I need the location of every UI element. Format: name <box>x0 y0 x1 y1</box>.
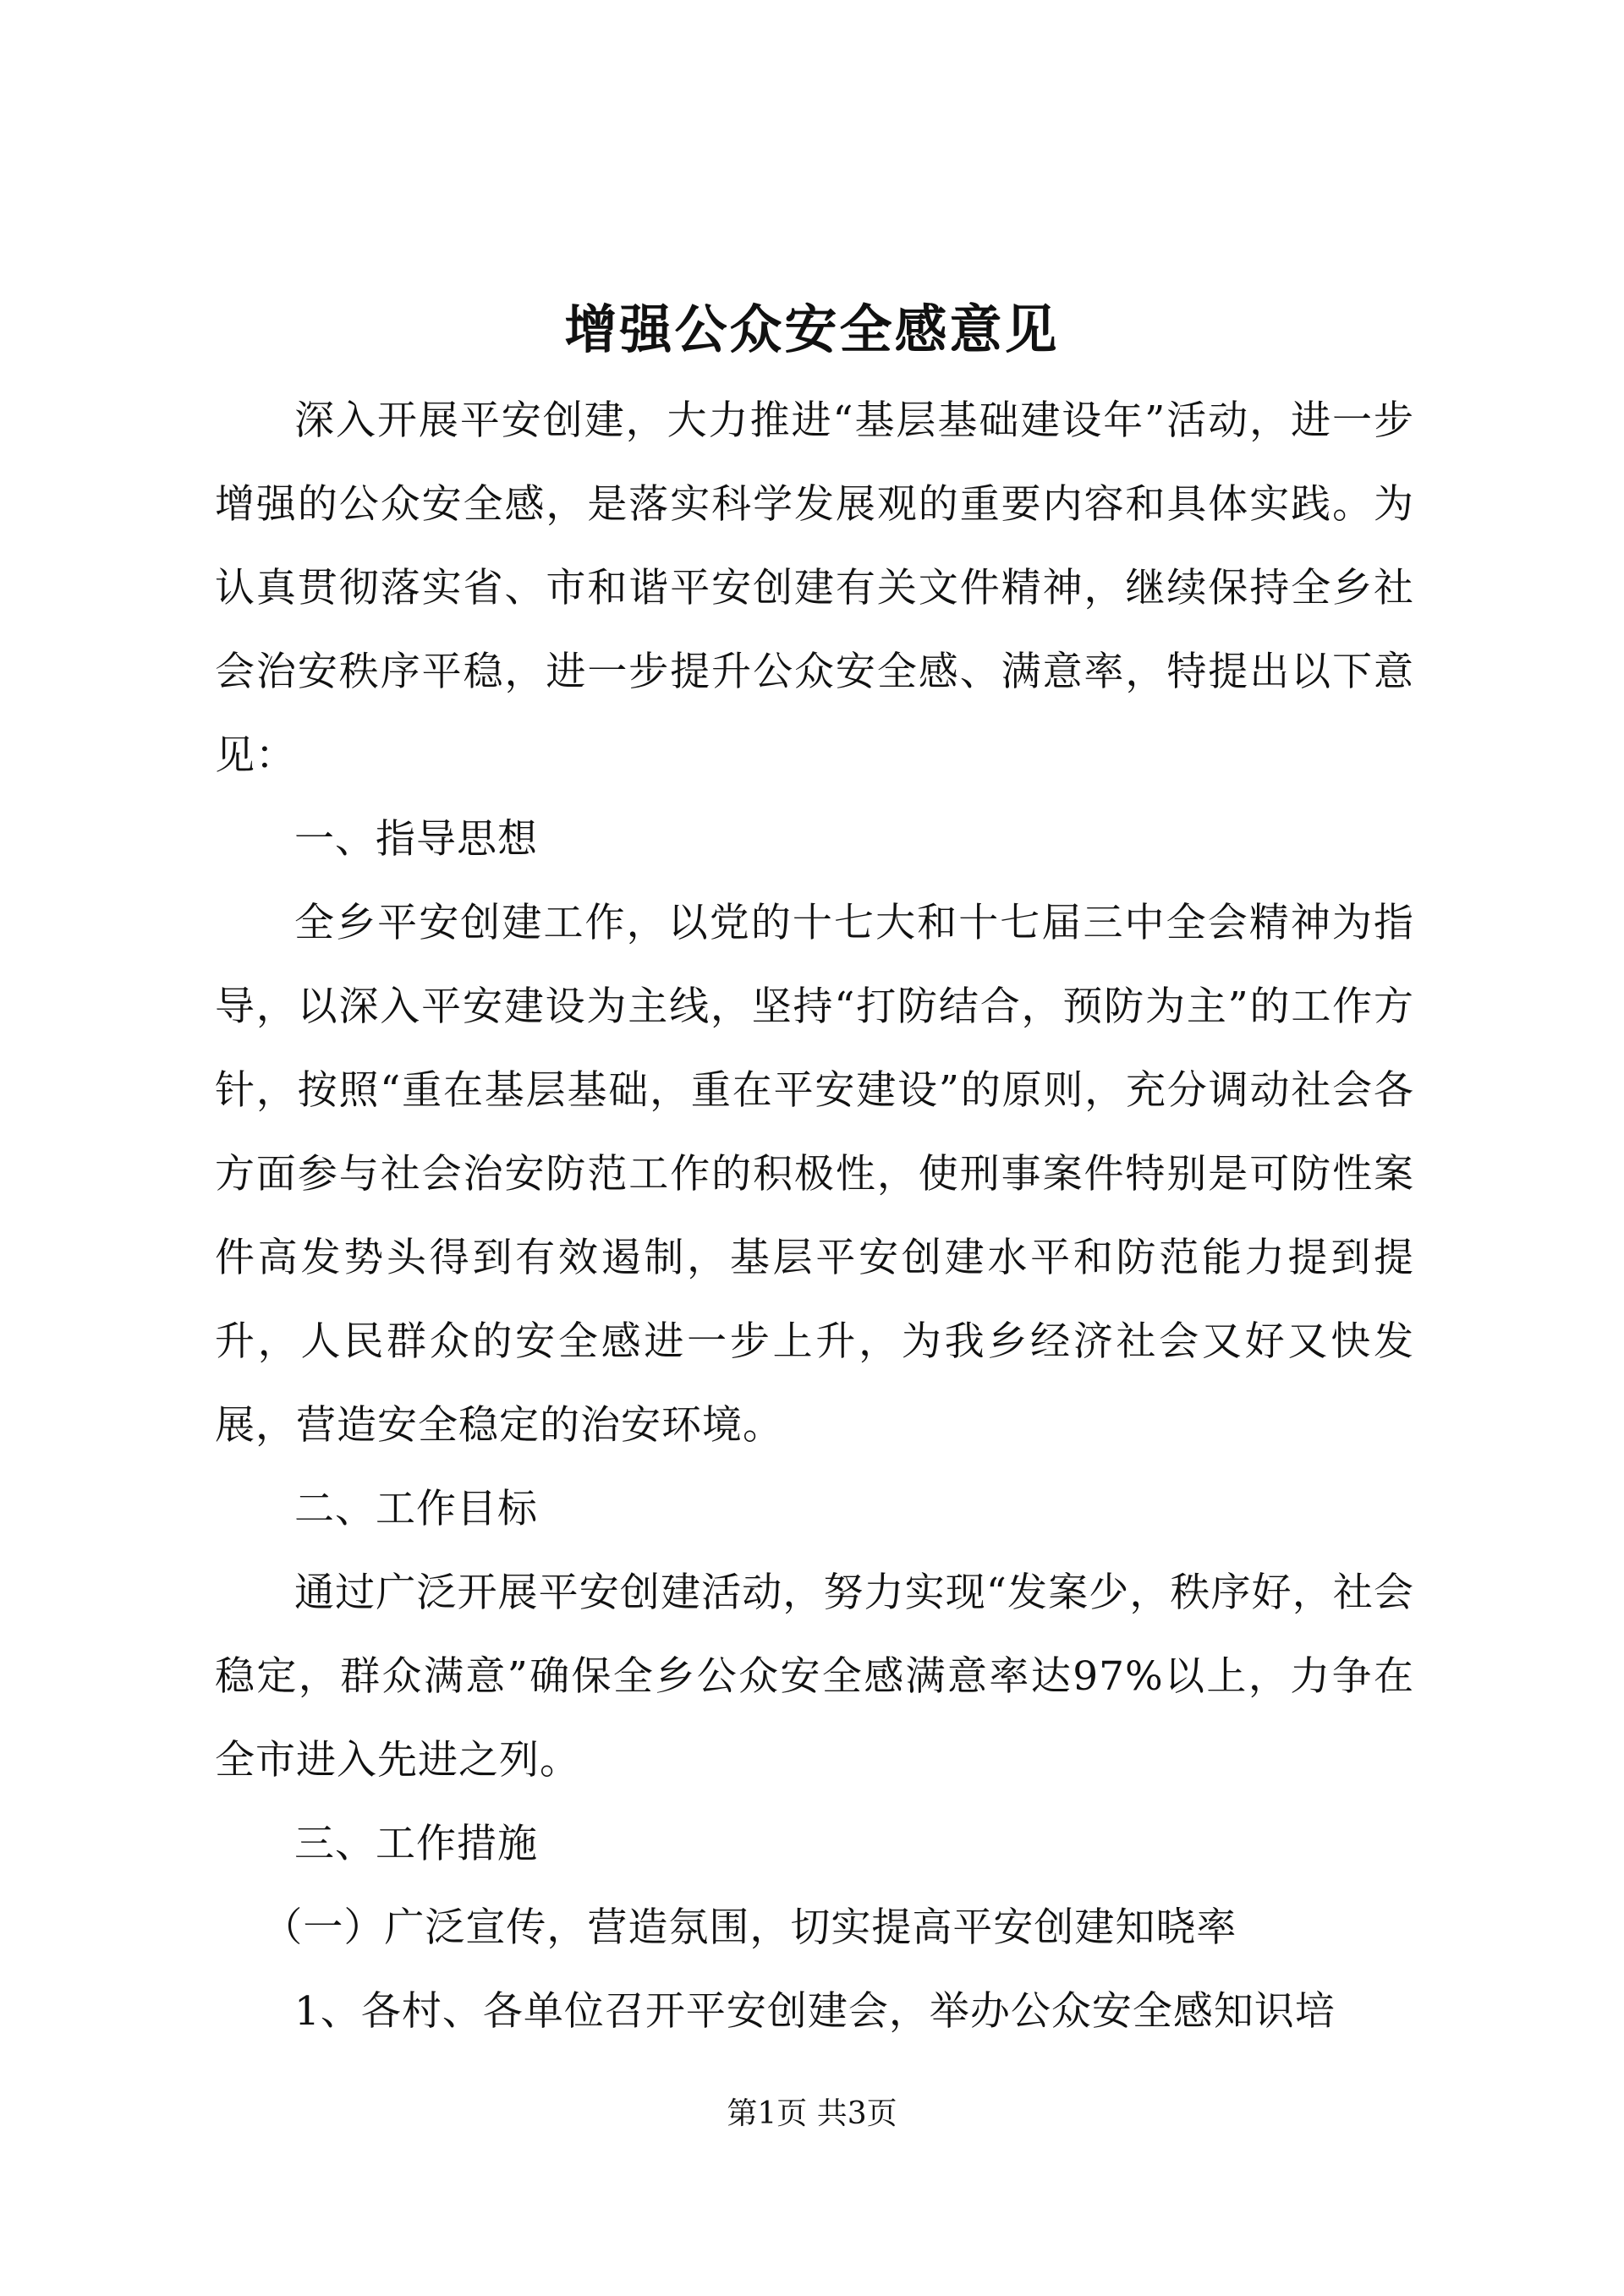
section-heading-work-goals: 二、工作目标 <box>294 1486 538 1532</box>
section-heading-work-measures: 三、工作措施 <box>294 1821 538 1867</box>
intro-paragraph: 深入开展平安创建，大力推进“基层基础建设年”活动，进一步增强的公众安全感，是落实科学发展观的重要内容和具体实践。为认真贯彻落实省、市和谐平安创建有关文件精神，继续保持全乡社会治安秩序平稳，进一步提升公众安全感、满意率，特提出以下意见： <box>215 397 1414 779</box>
document-body <box>215 379 1414 2053</box>
document-title: 增强公众安全感意见 <box>564 299 1060 360</box>
subsection-heading-publicity: （一）广泛宣传，营造氛围，切实提高平安创建知晓率 <box>262 1904 1237 1951</box>
list-item-paragraph: 1、各村、各单位召开平安创建会，举办公众安全感知识培 <box>294 1988 1336 2035</box>
section-paragraph-guiding-ideology: 全乡平安创建工作，以党的十七大和十七届三中全会精神为指导，以深入平安建设为主线，坚持“打防结合，预防为主”的工作方针，按照“重在基层基础，重在平安建设”的原则，充分调动社会各方面参与社会治安防范工作的积极性，使刑事案件特别是可防性案件高发势头得到有效遏制，基层平安创建水平和防范能力提到提升，人民群众的安全感进一步上升，为我乡经济社会又好又快发展，营造安全稳定的治安环境。 <box>215 900 1414 1449</box>
section-heading-guiding-ideology: 一、指导思想 <box>294 816 538 863</box>
section-paragraph-work-goals: 通过广泛开展平安创建活动，努力实现“发案少，秩序好，社会稳定，群众满意”确保全乡公众安全感满意率达97%以上，力争在全市进入先进之列。 <box>215 1570 1414 1784</box>
page-number-footer: 第1页 共3页 <box>727 2096 897 2131</box>
